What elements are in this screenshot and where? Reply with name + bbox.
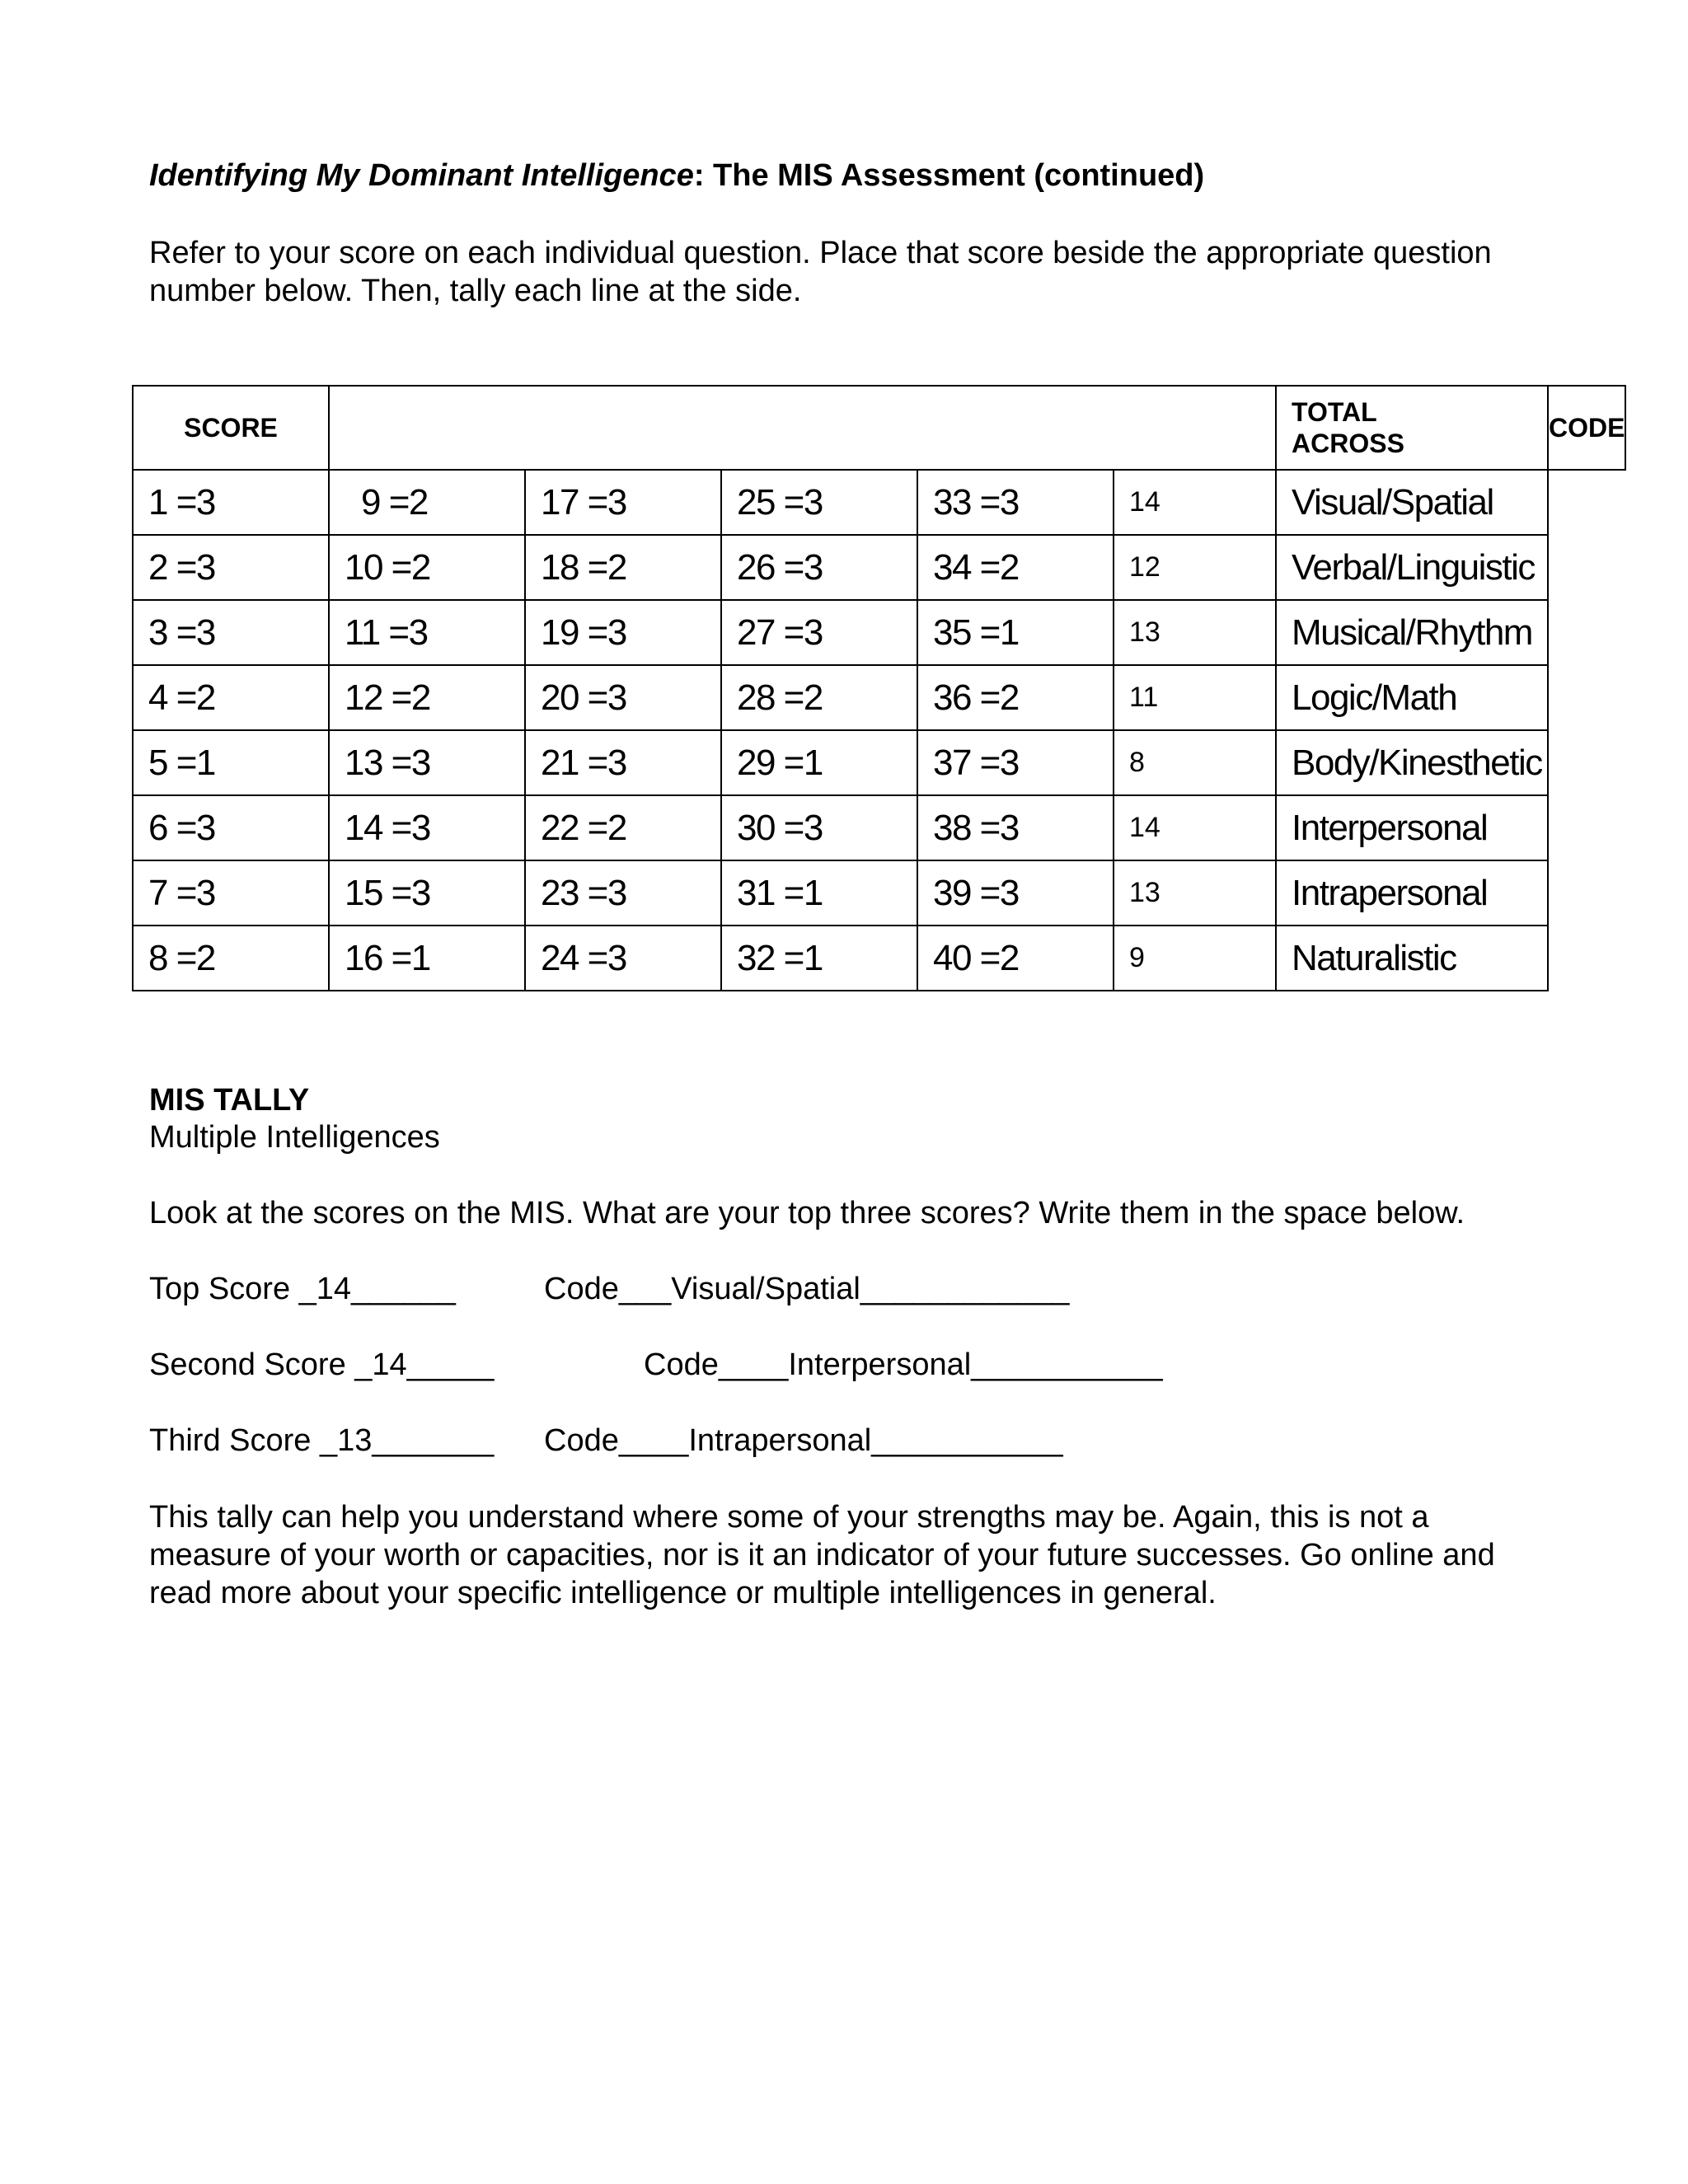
code-cell: Verbal/Linguistic — [1276, 535, 1548, 600]
table-cell: 9 =2 — [329, 470, 525, 535]
table-cell: 38 =3 — [917, 795, 1114, 860]
table-cell: 22 =2 — [525, 795, 721, 860]
table-row — [133, 860, 1625, 926]
page-title — [149, 158, 1204, 194]
total-cell: 9 — [1114, 926, 1276, 991]
total-cell: 12 — [1114, 535, 1276, 600]
header-total-line1: TOTAL — [1292, 397, 1377, 427]
header-score: SCORE — [133, 386, 329, 470]
table-cell: 35 =1 — [917, 600, 1114, 665]
table-cell: 29 =1 — [721, 730, 917, 795]
table-cell: 21 =3 — [525, 730, 721, 795]
third-score-line: Third Score _13_______ — [149, 1423, 495, 1458]
table-row — [133, 730, 1625, 795]
table-cell: 8 =2 — [133, 926, 329, 991]
table-cell: 10 =2 — [329, 535, 525, 600]
code-cell: Naturalistic — [1276, 926, 1548, 991]
code-cell: Intrapersonal — [1276, 860, 1548, 926]
table-cell: 40 =2 — [917, 926, 1114, 991]
closing-paragraph: This tally can help you understand where some of your strengths may be. Again, this is not a measure of your worth or capacities, nor is it an indicator of your future successes. Go online and read more about your specific intelligence or multiple intelligences in general. — [149, 1500, 1495, 1610]
table-row — [133, 600, 1625, 665]
table-cell: 7 =3 — [133, 860, 329, 926]
total-cell: 13 — [1114, 860, 1276, 926]
table-cell: 28 =2 — [721, 665, 917, 730]
table-row — [133, 795, 1625, 860]
header-code: CODE — [1548, 386, 1625, 470]
code-cell: Interpersonal — [1276, 795, 1548, 860]
table-row — [133, 470, 1625, 535]
top-code-line: Code___Visual/Spatial____________ — [544, 1272, 1070, 1306]
table-row — [133, 535, 1625, 600]
table-cell: 34 =2 — [917, 535, 1114, 600]
table-cell: 3 =3 — [133, 600, 329, 665]
table-cell: 32 =1 — [721, 926, 917, 991]
total-cell: 13 — [1114, 600, 1276, 665]
table-cell: 24 =3 — [525, 926, 721, 991]
page-title-rest: : The MIS Assessment (continued) — [693, 158, 1205, 193]
code-cell: Musical/Rhythm — [1276, 600, 1548, 665]
table-cell: 2 =3 — [133, 535, 329, 600]
table-cell: 20 =3 — [525, 665, 721, 730]
table-cell: 37 =3 — [917, 730, 1114, 795]
table-cell: 31 =1 — [721, 860, 917, 926]
table-cell: 39 =3 — [917, 860, 1114, 926]
total-cell: 14 — [1114, 470, 1276, 535]
table-cell: 27 =3 — [721, 600, 917, 665]
table-cell: 4 =2 — [133, 665, 329, 730]
code-cell: Visual/Spatial — [1276, 470, 1548, 535]
total-cell: 8 — [1114, 730, 1276, 795]
table-row — [133, 926, 1625, 991]
table-cell: 19 =3 — [525, 600, 721, 665]
table-cell: 33 =3 — [917, 470, 1114, 535]
table-cell: 18 =2 — [525, 535, 721, 600]
total-cell: 14 — [1114, 795, 1276, 860]
table-cell: 15 =3 — [329, 860, 525, 926]
table-cell: 13 =3 — [329, 730, 525, 795]
table-cell: 1 =3 — [133, 470, 329, 535]
top-score-line: Top Score _14______ — [149, 1272, 456, 1306]
page-title-italic: Identifying My Dominant Intelligence — [149, 158, 694, 193]
tally-prompt: Look at the scores on the MIS. What are your top three scores? Write them in the space below. — [149, 1196, 1465, 1230]
tally-title: MIS TALLY — [149, 1083, 310, 1118]
table-row — [133, 665, 1625, 730]
intro-paragraph: Refer to your score on each individual question. Place that score beside the appropriate question number below. Then, tally each line at the side. — [149, 236, 1492, 308]
table-cell: 36 =2 — [917, 665, 1114, 730]
total-cell: 11 — [1114, 665, 1276, 730]
table-header-row — [133, 386, 1625, 470]
header-blank — [329, 386, 1276, 470]
table-cell: 16 =1 — [329, 926, 525, 991]
second-code-line: Code____Interpersonal___________ — [644, 1347, 1163, 1382]
code-cell: Body/Kinesthetic — [1276, 730, 1548, 795]
table-cell: 25 =3 — [721, 470, 917, 535]
table-cell: 11 =3 — [329, 600, 525, 665]
table-cell: 5 =1 — [133, 730, 329, 795]
tally-subtitle: Multiple Intelligences — [149, 1120, 440, 1155]
header-total-across — [1276, 386, 1548, 470]
table-cell: 12 =2 — [329, 665, 525, 730]
table-cell: 17 =3 — [525, 470, 721, 535]
table-cell: 14 =3 — [329, 795, 525, 860]
mis-score-table — [132, 385, 1626, 991]
second-score-line: Second Score _14_____ — [149, 1347, 495, 1382]
table-cell: 30 =3 — [721, 795, 917, 860]
header-total-line2: ACROSS — [1292, 429, 1404, 458]
table-cell: 26 =3 — [721, 535, 917, 600]
table-cell: 23 =3 — [525, 860, 721, 926]
table-cell: 6 =3 — [133, 795, 329, 860]
third-code-line: Code____Intrapersonal___________ — [544, 1423, 1063, 1458]
code-cell: Logic/Math — [1276, 665, 1548, 730]
